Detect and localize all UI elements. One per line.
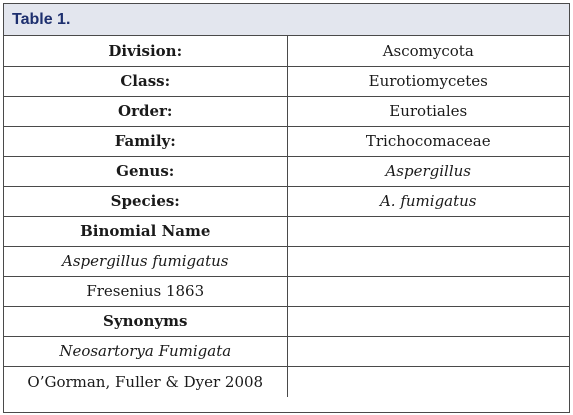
taxonomy-table [4, 36, 569, 397]
table-row [4, 186, 569, 216]
row-value-empty [287, 276, 569, 306]
row-value-empty [287, 246, 569, 276]
row-value-empty [287, 216, 569, 246]
taxonomy-table-frame [3, 3, 570, 413]
row-label-synonyms: Synonyms [4, 306, 287, 336]
table-row [4, 276, 569, 306]
row-label-family: Family: [4, 126, 287, 156]
row-value-genus: Aspergillus [287, 156, 569, 186]
table-row [4, 306, 569, 336]
table-row [4, 246, 569, 276]
row-label-order: Order: [4, 96, 287, 126]
synonym-authority: O’Gorman, Fuller & Dyer 2008 [4, 366, 287, 397]
table-row [4, 66, 569, 96]
binomial-name-value: Aspergillus fumigatus [4, 246, 287, 276]
row-label-species: Species: [4, 186, 287, 216]
table-row [4, 36, 569, 66]
table-row [4, 126, 569, 156]
synonym-value: Neosartorya Fumigata [4, 336, 287, 366]
row-label-class: Class: [4, 66, 287, 96]
table-row [4, 216, 569, 246]
row-value-empty [287, 336, 569, 366]
binomial-authority: Fresenius 1863 [4, 276, 287, 306]
table-row [4, 366, 569, 397]
row-label-binomial-name: Binomial Name [4, 216, 287, 246]
row-value-empty [287, 366, 569, 397]
row-value-family: Trichocomaceae [287, 126, 569, 156]
table-row [4, 156, 569, 186]
row-value-empty [287, 306, 569, 336]
row-label-division: Division: [4, 36, 287, 66]
row-value-class: Eurotiomycetes [287, 66, 569, 96]
table-row [4, 336, 569, 366]
row-value-order: Eurotiales [287, 96, 569, 126]
table-caption: Table 1. [4, 4, 569, 36]
table-row [4, 96, 569, 126]
row-value-species: A. fumigatus [287, 186, 569, 216]
row-label-genus: Genus: [4, 156, 287, 186]
row-value-division: Ascomycota [287, 36, 569, 66]
